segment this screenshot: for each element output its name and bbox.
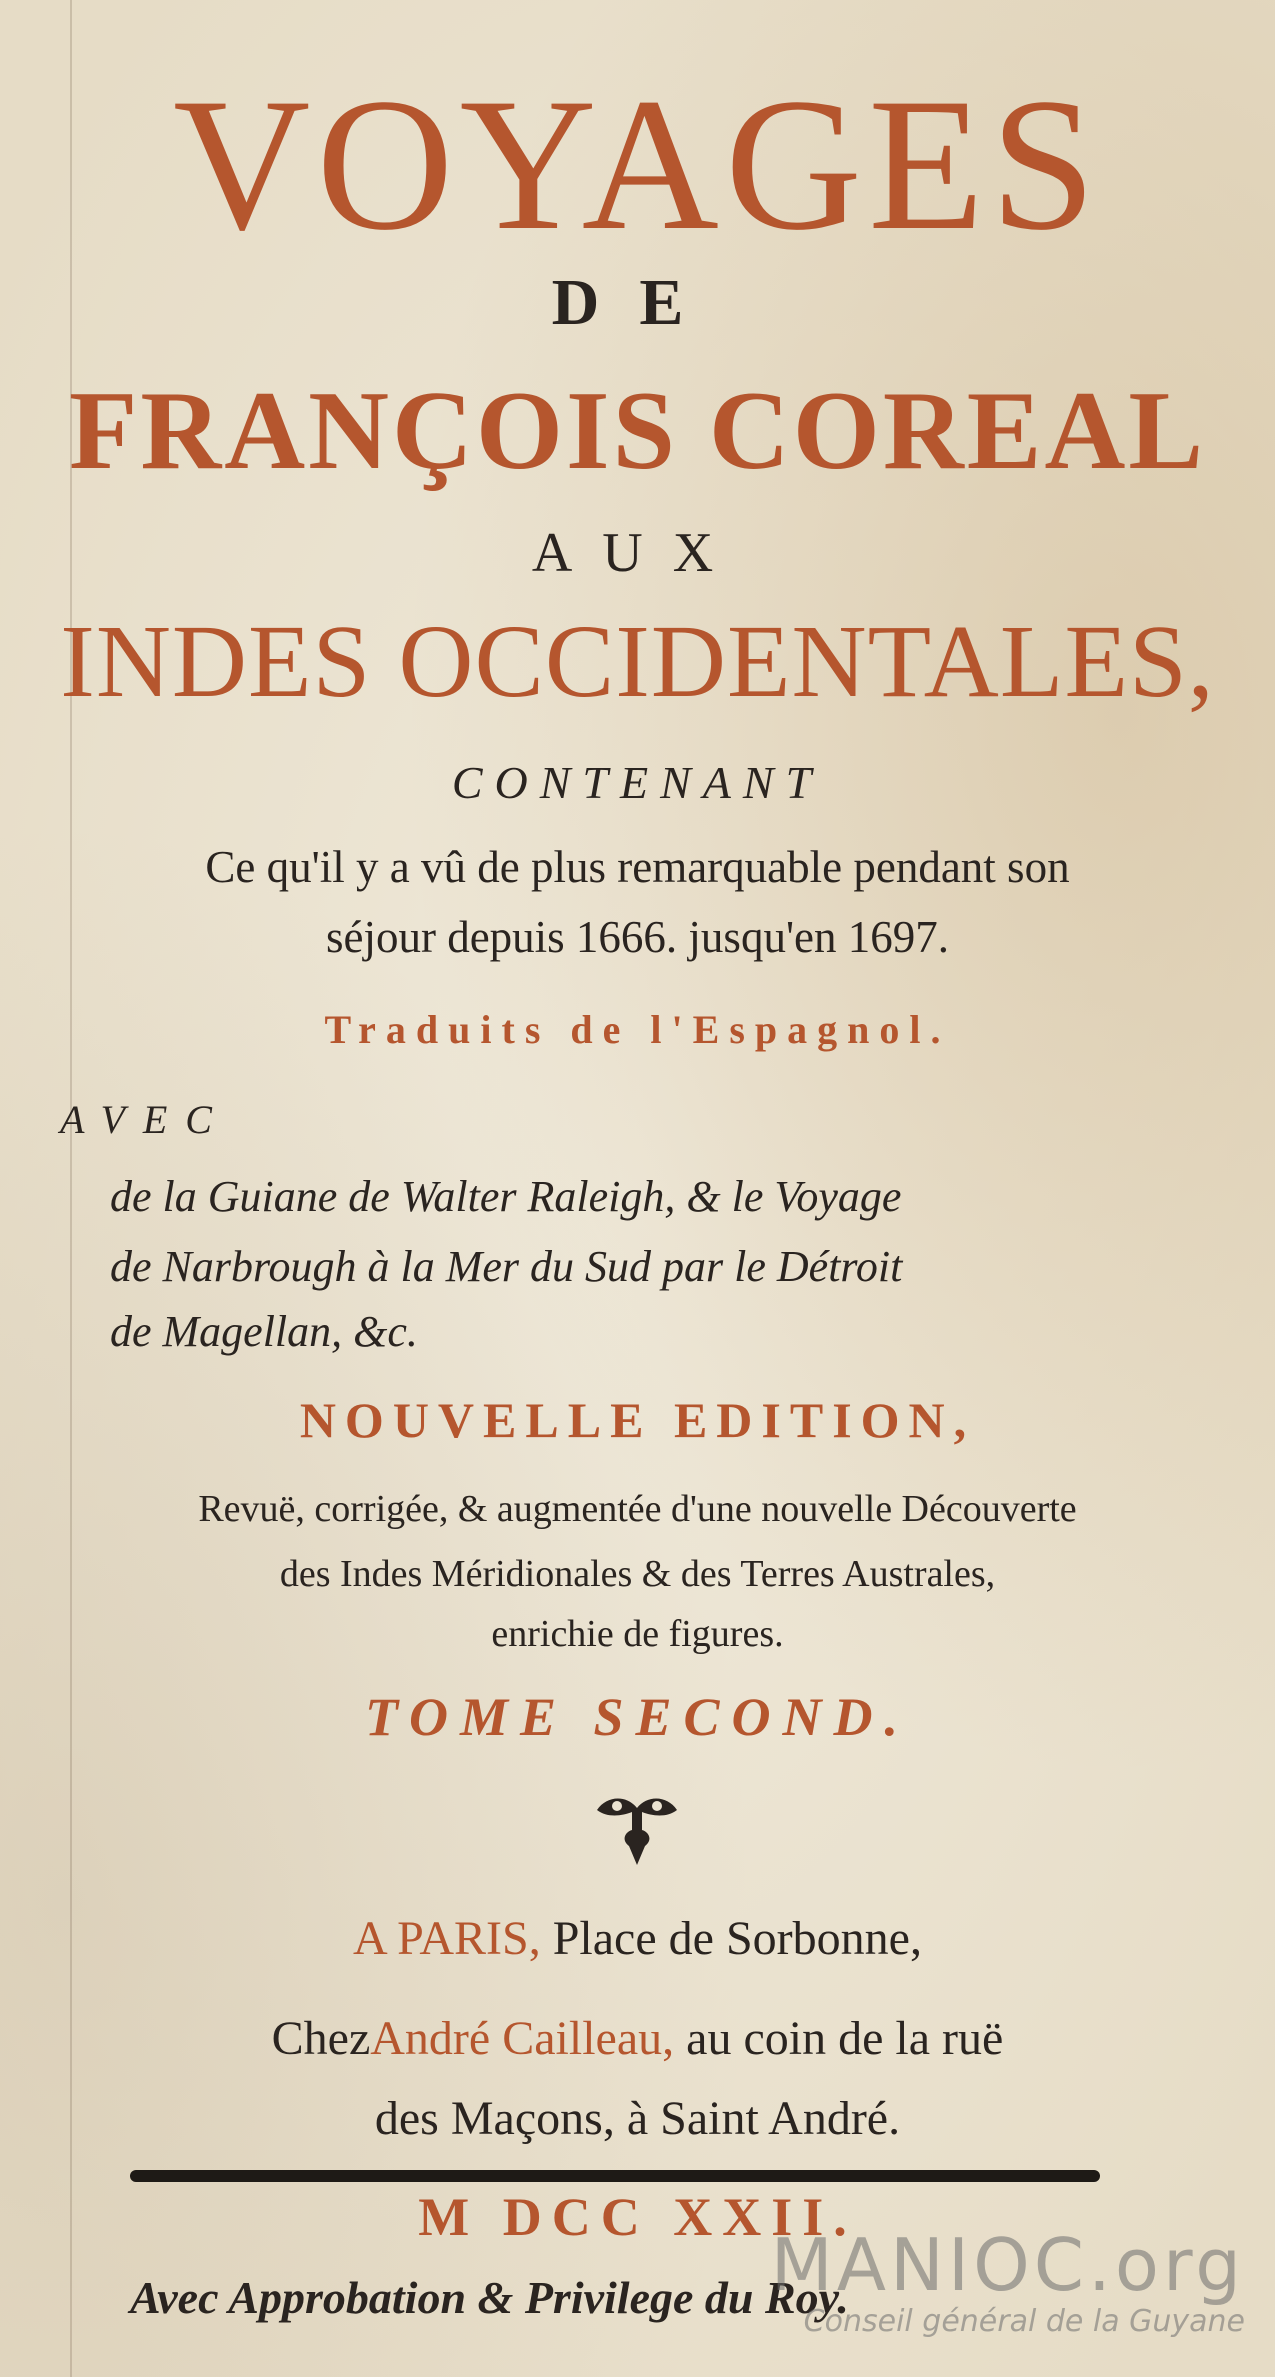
imprint-a-paris: A PARIS,	[353, 1912, 541, 1965]
nouvelle-edition: NOUVELLE EDITION,	[299, 1392, 976, 1448]
imprint-coin: au coin de la ruë	[686, 2012, 1004, 2065]
contents-italic-line-1: de la Guiane de Walter Raleigh, & le Voyage	[110, 1172, 902, 1221]
title-aux: AUX	[531, 522, 744, 584]
watermark-subtitle: Conseil général de la Guyane	[803, 2304, 1245, 2339]
revue-line-2: des Indes Méridionales & des Terres Australes,	[279, 1553, 996, 1595]
description-line-1: Ce qu'il y a vû de plus remarquable pendant son	[205, 842, 1070, 892]
revue-line-1: Revuë, corrigée, & augmentée d'une nouvelle Découverte	[198, 1488, 1077, 1530]
publication-date: M DCC XXII.	[418, 2187, 857, 2247]
printers-ornament-icon	[587, 1790, 687, 1870]
manioc-watermark	[725, 2223, 1245, 2339]
title-de: DE	[551, 266, 724, 339]
contents-italic-line-3: de Magellan, &c.	[110, 1307, 418, 1356]
avec-line: AVEC	[60, 1097, 230, 1142]
contents-italic-line-2: de Narbrough à la Mer du Sud par le Détroit	[110, 1242, 903, 1291]
imprint-address-line: des Maçons, à Saint André.	[374, 2092, 901, 2145]
watermark-logo: MANIOC.org	[770, 2223, 1245, 2307]
tome-second: TOME SECOND.	[364, 1687, 911, 1747]
imprint-publisher: André Cailleau,	[370, 2012, 675, 2065]
imprint-place: Place de Sorbonne,	[552, 1912, 922, 1965]
horizontal-rule	[130, 2170, 1100, 2182]
imprint-paris-line	[0, 1912, 1275, 1965]
imprint-chez: Chez	[271, 2012, 371, 2065]
title-indes-occidentales: INDES OCCIDENTALES,	[60, 604, 1215, 719]
traduits-line: Traduits de l'Espagnol.	[324, 1007, 951, 1052]
imprint-chez-line	[0, 2012, 1275, 2065]
title-francois-coreal: FRANÇOIS COREAL	[68, 369, 1207, 493]
description-line-2: séjour depuis 1666. jusqu'en 1697.	[325, 912, 950, 962]
approbation-line: Avec Approbation & Privilege du Roy.	[130, 2272, 849, 2323]
title-voyages: VOYAGES	[173, 60, 1102, 270]
revue-line-3: enrichie de figures.	[491, 1613, 784, 1655]
contenant-heading: CONTENANT	[451, 757, 824, 808]
